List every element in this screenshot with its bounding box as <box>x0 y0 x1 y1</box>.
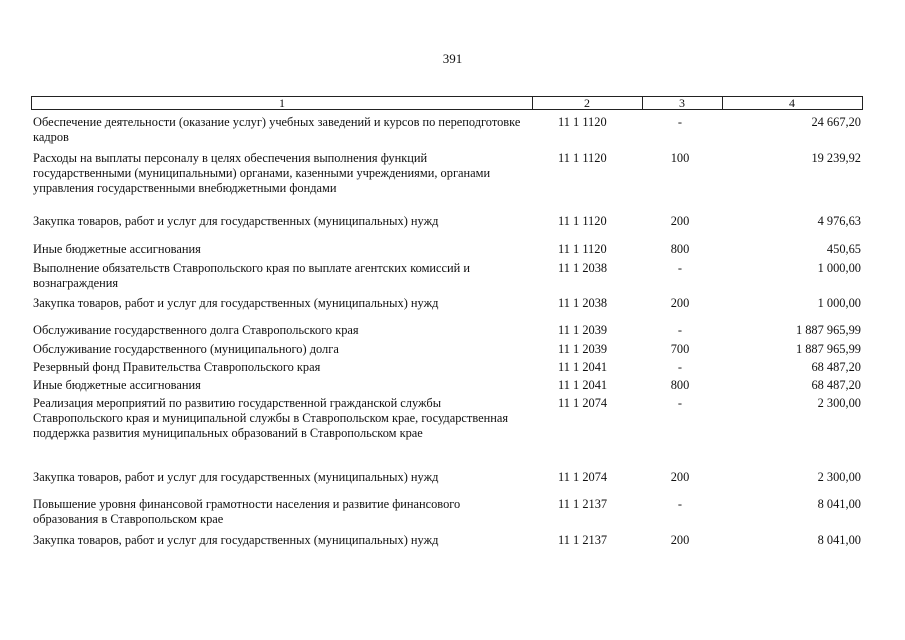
row-amount: 2 300,00 <box>817 396 861 410</box>
row-code: 11 1 1120 <box>558 151 607 165</box>
row-name: Закупка товаров, работ и услуг для государственных (муниципальных) нужд <box>33 470 439 484</box>
row-type: 200 <box>670 533 690 547</box>
row-type: - <box>677 360 683 374</box>
row-type: 100 <box>670 151 690 165</box>
row-amount: 2 300,00 <box>817 470 861 484</box>
row-code: 11 1 2041 <box>558 378 608 392</box>
row-code: 11 1 2039 <box>558 342 608 356</box>
header-col-4: 4 <box>789 96 795 110</box>
row-name: Повышение уровня финансовой грамотности населения и развитие финансового образования в Ставропольском крае <box>33 497 461 526</box>
row-amount: 1 887 965,99 <box>795 342 861 356</box>
row-code: 11 1 2038 <box>558 296 608 310</box>
row-name: Обслуживание государственного (муниципального) долга <box>33 342 339 356</box>
row-type: - <box>677 261 683 275</box>
header-col-3: 3 <box>679 96 685 110</box>
header-col-1: 1 <box>279 96 285 110</box>
row-name: Реализация мероприятий по развитию государственной гражданской службы Ставропольского края и муниципальной службы в Ставропольском крае, государственная поддержка развития муниципальных образований в Ставропольском крае <box>33 396 509 440</box>
row-name: Закупка товаров, работ и услуг для государственных (муниципальных) нужд <box>33 296 439 310</box>
row-name: Резервный фонд Правительства Ставропольского края <box>33 360 321 374</box>
header-col-2: 2 <box>584 96 590 110</box>
row-name: Обеспечение деятельности (оказание услуг) учебных заведений и курсов по переподготовке кадров <box>33 115 521 144</box>
row-amount: 68 487,20 <box>811 360 861 374</box>
row-type: - <box>677 115 683 129</box>
row-name: Закупка товаров, работ и услуг для государственных (муниципальных) нужд <box>33 533 439 547</box>
row-type: 800 <box>670 242 690 256</box>
row-amount: 450,65 <box>826 242 861 256</box>
row-name: Обслуживание государственного долга Ставропольского края <box>33 323 359 337</box>
row-amount: 8 041,00 <box>817 533 861 547</box>
row-code: 11 1 1120 <box>558 242 607 256</box>
row-name: Расходы на выплаты персоналу в целях обеспечения выполнения функций государственными (муниципальными) органами, казенными учреждениями, органами управления государственными внебюджетными фондами <box>33 151 491 195</box>
row-amount: 68 487,20 <box>811 378 861 392</box>
row-name: Иные бюджетные ассигнования <box>33 378 201 392</box>
row-amount: 24 667,20 <box>811 115 861 129</box>
row-type: 200 <box>670 214 690 228</box>
row-type: - <box>677 396 683 410</box>
row-amount: 1 887 965,99 <box>795 323 861 337</box>
page-number: 391 <box>442 51 463 66</box>
row-amount: 1 000,00 <box>817 296 861 310</box>
row-amount: 4 976,63 <box>817 214 861 228</box>
row-code: 11 1 2074 <box>558 470 608 484</box>
row-code: 11 1 2074 <box>558 396 608 410</box>
row-amount: 1 000,00 <box>817 261 861 275</box>
row-name: Закупка товаров, работ и услуг для государственных (муниципальных) нужд <box>33 214 439 228</box>
row-type: 200 <box>670 470 690 484</box>
row-name: Выполнение обязательств Ставропольского края по выплате агентских комиссий и вознаграждения <box>33 261 471 290</box>
row-code: 11 1 2038 <box>558 261 608 275</box>
row-code: 11 1 1120 <box>558 214 607 228</box>
row-type: 200 <box>670 296 690 310</box>
row-amount: 8 041,00 <box>817 497 861 511</box>
row-type: - <box>677 323 683 337</box>
row-code: 11 1 1120 <box>558 115 607 129</box>
row-type: 800 <box>670 378 690 392</box>
row-code: 11 1 2041 <box>558 360 608 374</box>
row-amount: 19 239,92 <box>811 151 861 165</box>
row-type: - <box>677 497 683 511</box>
row-code: 11 1 2137 <box>558 497 608 511</box>
row-type: 700 <box>670 342 690 356</box>
row-code: 11 1 2137 <box>558 533 608 547</box>
row-name: Иные бюджетные ассигнования <box>33 242 201 256</box>
row-code: 11 1 2039 <box>558 323 608 337</box>
table-header <box>31 96 863 110</box>
